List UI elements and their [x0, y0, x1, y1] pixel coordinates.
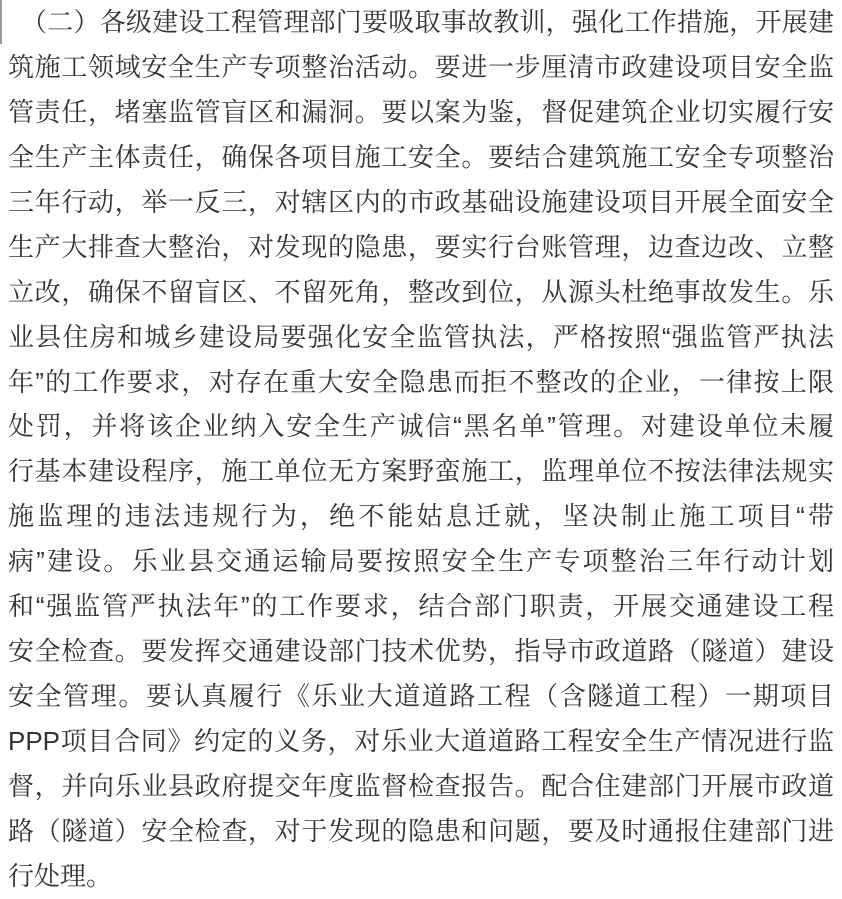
text-line: 业县住房和城乡建设局要强化安全监管执法，严格按照“强监管严执法 — [8, 321, 834, 352]
text-line: 年”的工作要求，对存在重大安全隐患而拒不整改的企业，一律按上限 — [8, 366, 834, 397]
text-line: 安全检查。要发挥交通建设部门技术优势，指导市政道路（隧道）建设 — [8, 636, 834, 667]
text-line: 三年行动，举一反三，对辖区内的市政基础设施建设项目开展全面安全 — [8, 186, 834, 217]
text-line: 行基本建设程序，施工单位无方案野蛮施工，监理单位不按法律法规实 — [8, 456, 834, 487]
text-line: （二）各级建设工程管理部门要吸取事故教训，强化工作措施，开展建 — [21, 7, 834, 37]
text-line: 生产大排查大整治，对发现的隐患，要实行台账管理，边查边改、立整 — [8, 231, 834, 262]
text-line: 病”建设。乐业县交通运输局要按照安全生产专项整治三年行动计划 — [8, 546, 834, 577]
text-line: 全生产主体责任，确保各项目施工安全。要结合建筑施工安全专项整治 — [8, 141, 834, 172]
text-line: 管责任，堵塞监管盲区和漏洞。要以案为鉴，督促建筑企业切实履行安 — [8, 96, 834, 127]
text-line: 处罚，并将该企业纳入安全生产诚信“黑名单”管理。对建设单位未履 — [8, 411, 834, 442]
text-line: 路（隧道）安全检查，对于发现的隐患和问题，要及时通报住建部门进 — [8, 815, 834, 846]
text-line: 筑施工领域安全生产专项整治活动。要进一步厘清市政建设项目安全监 — [8, 51, 834, 82]
text-line: 督，并向乐业县政府提交年度监督检查报告。配合住建部门开展市政道 — [8, 770, 834, 801]
text-line: 立改，确保不留盲区、不留死角，整改到位，从源头杜绝事故发生。乐 — [8, 276, 834, 307]
text-line: 施监理的违法违规行为，绝不能姑息迁就，坚决制止施工项目“带 — [8, 501, 834, 532]
left-edge-artifact — [0, 0, 2, 44]
text-line: PPP项目合同》约定的义务，对乐业大道道路工程安全生产情况进行监 — [8, 726, 834, 756]
text-line: 安全管理。要认真履行《乐业大道道路工程（含隧道工程）一期项目 — [8, 681, 834, 712]
text-line: 和“强监管严执法年”的工作要求，结合部门职责，开展交通建设工程 — [8, 591, 834, 622]
text-line: 行处理。 — [8, 860, 113, 891]
